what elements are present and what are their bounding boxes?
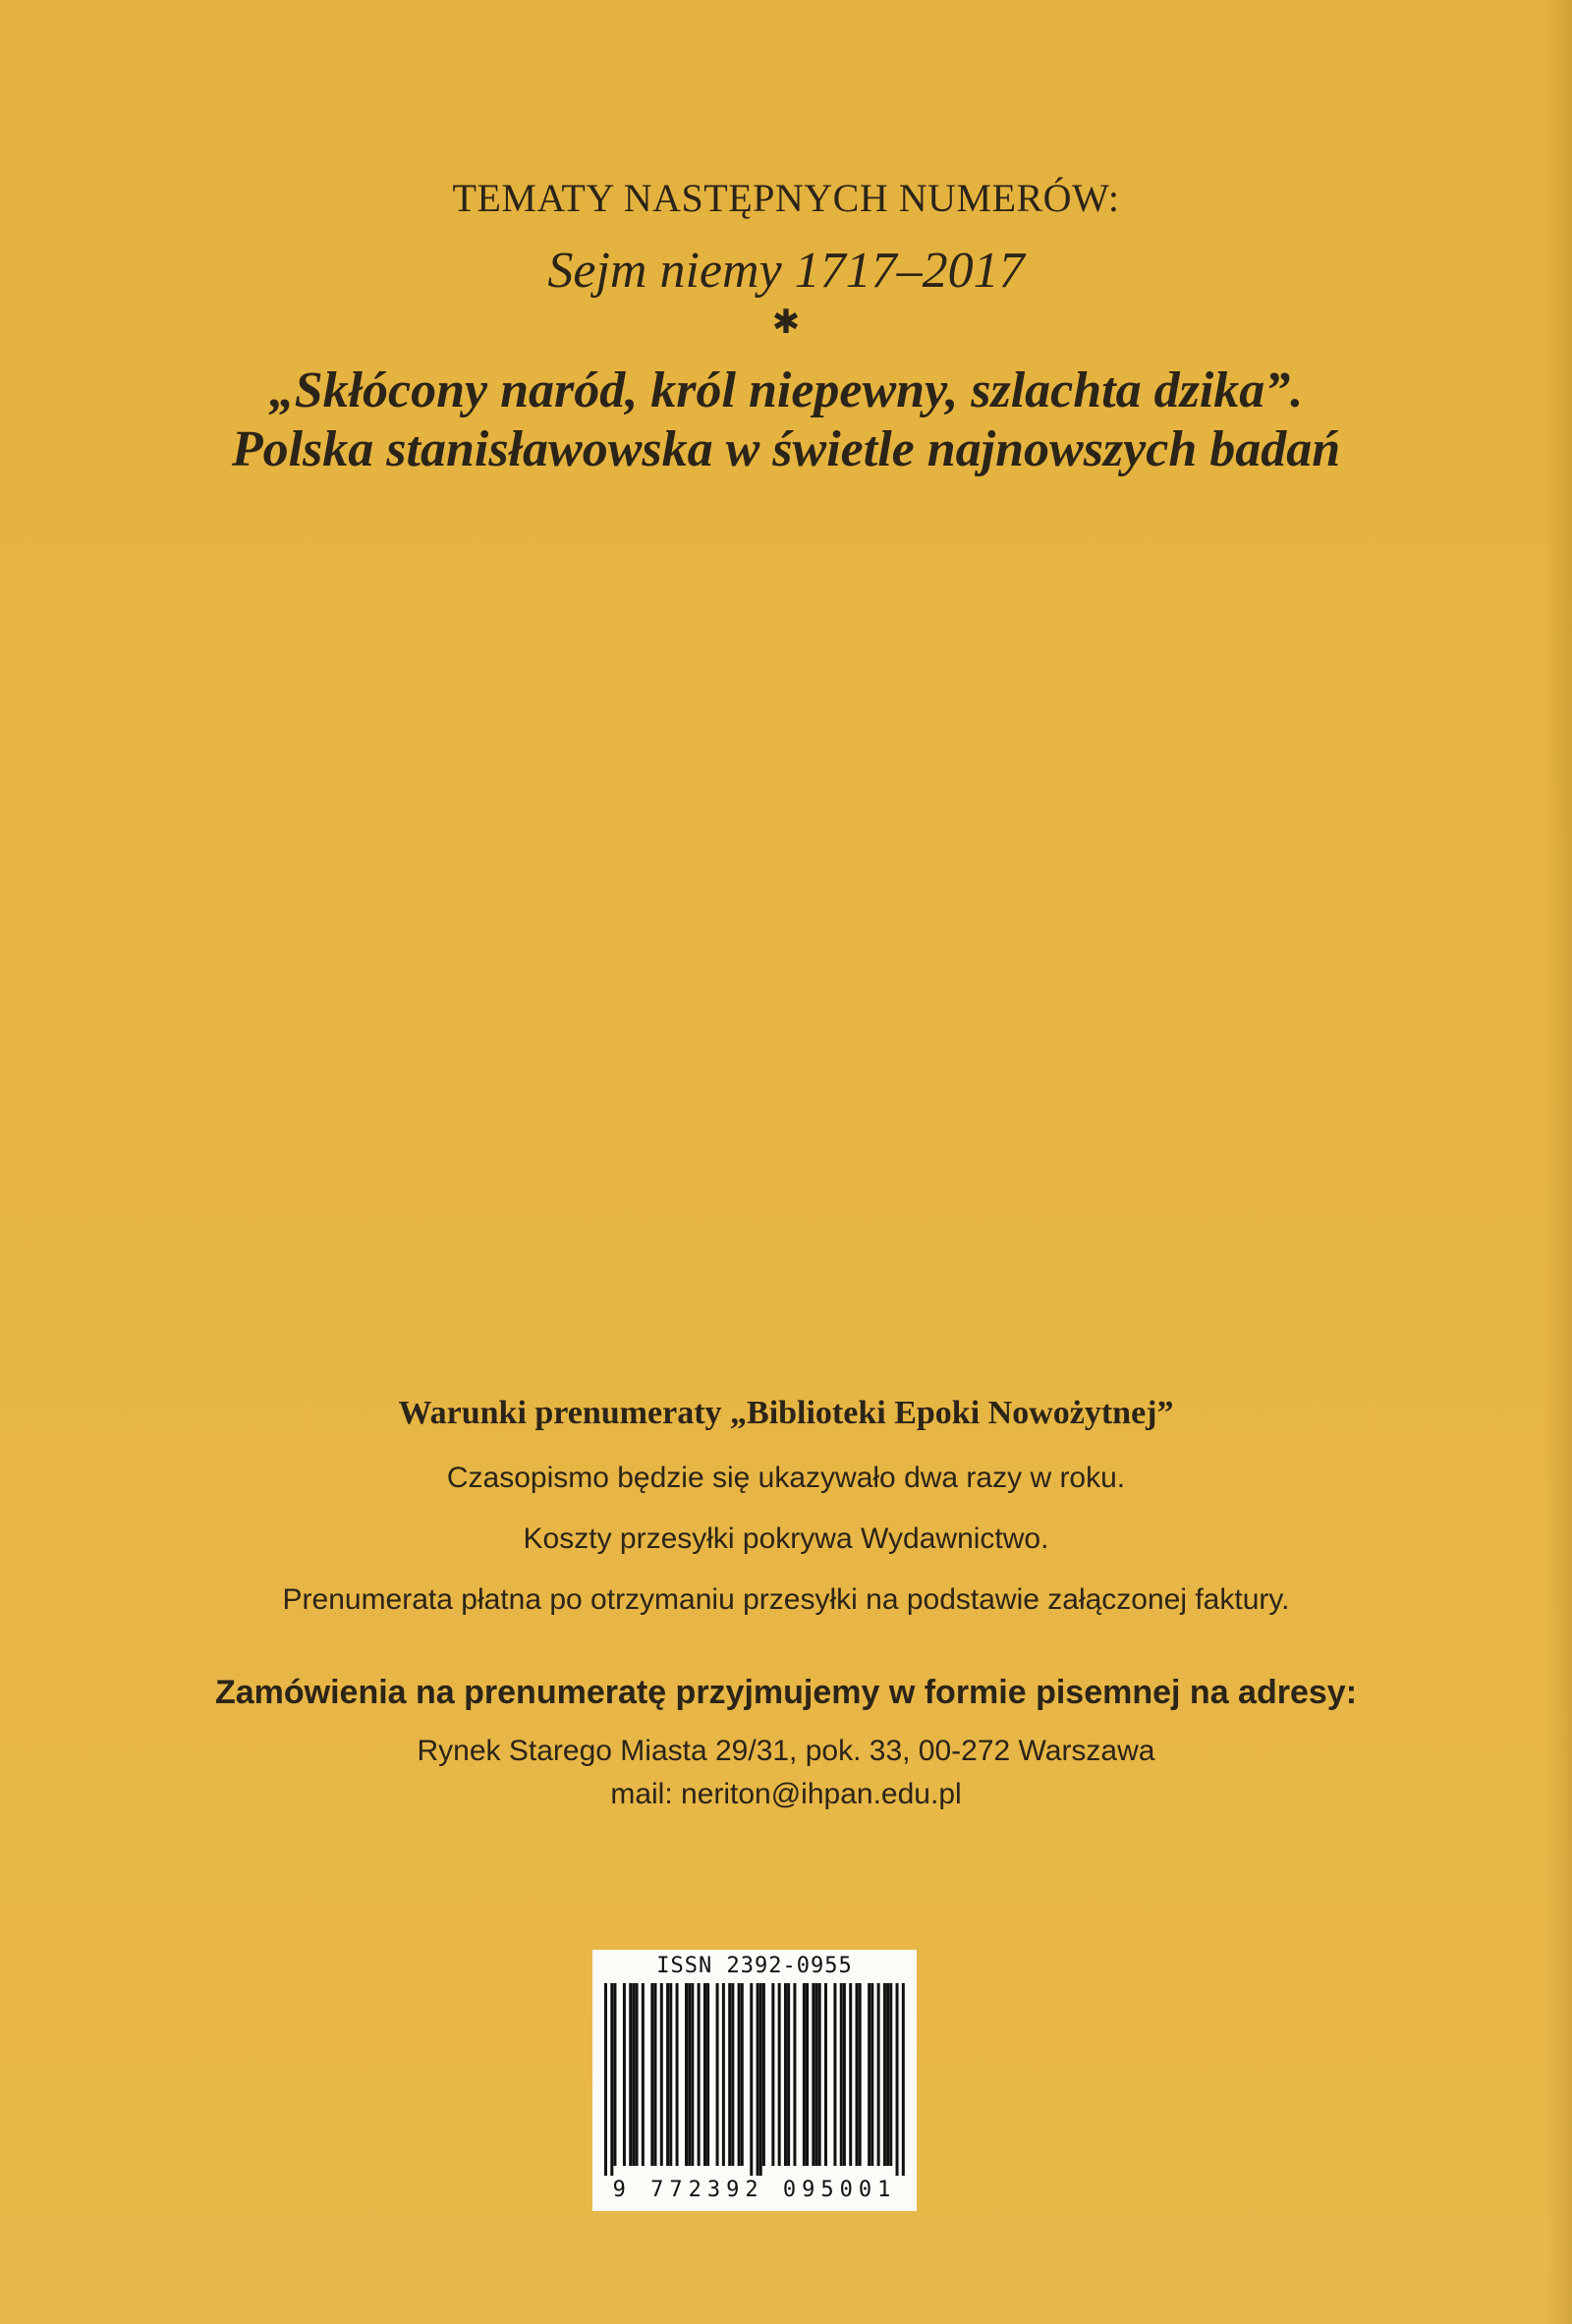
barcode-bar xyxy=(750,1983,753,2176)
barcode-bar xyxy=(840,1983,843,2166)
ean-number: 9 772392 095001 xyxy=(612,2178,897,2202)
barcode-bar xyxy=(771,1983,774,2166)
barcode-bar xyxy=(636,1983,639,2166)
subscription-shipping: Koszty przesyłki pokrywa Wydawnictwo. xyxy=(523,1522,1049,1555)
barcode-bar xyxy=(787,1983,790,2166)
barcode-bar xyxy=(685,1983,688,2166)
barcode-bar xyxy=(738,1983,741,2166)
barcode-bar xyxy=(784,1983,787,2166)
barcode-bar xyxy=(833,1983,836,2166)
subscription-payment: Prenumerata płatna po otrzymaniu przesyłki na podstawie załączonej faktury. xyxy=(282,1583,1290,1616)
barcode-bar xyxy=(660,1983,663,2166)
cover-edge-shadow xyxy=(1544,0,1572,2324)
barcode-bar xyxy=(849,1983,852,2166)
barcode-bar xyxy=(722,1983,725,2166)
barcode-bar xyxy=(870,1983,873,2166)
email-address: mail: neriton@ihpan.edu.pl xyxy=(610,1778,962,1810)
barcode-bar xyxy=(818,1983,821,2166)
barcode-bar xyxy=(613,1983,616,2166)
barcode-bar xyxy=(688,1983,691,2166)
barcode-bar xyxy=(859,1983,862,2166)
barcode-bar xyxy=(889,1983,892,2166)
barcode-bar xyxy=(698,1983,701,2166)
barcode-icon xyxy=(604,1983,905,2176)
barcode-bar xyxy=(629,1983,632,2166)
barcode-bar xyxy=(610,1983,613,2176)
orders-heading: Zamówienia na prenumeratę przyjmujemy w formie pisemnej na adresy: xyxy=(214,1674,1358,1711)
barcode-bar xyxy=(731,1983,734,2166)
barcode-bar xyxy=(653,1983,656,2166)
barcode-bar xyxy=(843,1983,846,2166)
barcode-bar xyxy=(703,1983,706,2166)
upcoming-topic-2-subtitle: Polska stanisławowska w świetle najnowszych badań xyxy=(231,421,1341,477)
barcode-bar xyxy=(793,1983,796,2166)
barcode-bar xyxy=(632,1983,635,2166)
barcode-bar xyxy=(666,1983,669,2166)
barcode-bar xyxy=(902,1983,905,2176)
barcode-bar xyxy=(806,1983,809,2166)
barcode-bar xyxy=(759,1983,762,2176)
barcode-label xyxy=(592,1950,917,2211)
barcode-bar xyxy=(803,1983,806,2166)
barcode-bar xyxy=(812,1983,814,2166)
subscription-frequency: Czasopismo będzie się ukazywało dwa razy w roku. xyxy=(446,1462,1126,1494)
upcoming-topic-2-title: „Skłócony naród, król niepewny, szlachta dzika”. xyxy=(268,362,1304,418)
barcode-bar xyxy=(815,1983,818,2166)
subscription-heading: Warunki prenumeraty „Biblioteki Epoki Nowożytnej” xyxy=(398,1395,1174,1431)
barcode-bar xyxy=(762,1983,765,2166)
barcode-bar xyxy=(778,1983,781,2166)
upcoming-issues-heading: TEMATY NASTĘPNYCH NUMERÓW: xyxy=(452,176,1120,220)
barcode-bar xyxy=(856,1983,859,2166)
barcode-bar xyxy=(741,1983,744,2166)
separator-star-icon: ✱ xyxy=(771,304,801,341)
upcoming-topic-1: Sejm niemy 1717–2017 xyxy=(547,243,1025,299)
barcode-bar xyxy=(868,1983,870,2166)
barcode-bar xyxy=(706,1983,709,2166)
barcode-bar xyxy=(676,1983,679,2166)
barcode-bar xyxy=(623,1983,626,2166)
postal-address: Rynek Starego Miasta 29/31, pok. 33, 00-272 Warszawa xyxy=(417,1735,1155,1767)
barcode-bar xyxy=(886,1983,889,2166)
barcode-bar xyxy=(642,1983,645,2166)
barcode-bar xyxy=(716,1983,719,2166)
barcode-bar xyxy=(728,1983,731,2166)
barcode-bar xyxy=(650,1983,653,2166)
barcode-bar xyxy=(824,1983,827,2166)
barcode-bar xyxy=(604,1983,607,2176)
barcode-bar xyxy=(757,1983,759,2176)
barcode-bar xyxy=(691,1983,694,2166)
barcode-bar xyxy=(877,1983,880,2166)
barcode-bar xyxy=(669,1983,672,2166)
barcode-bar xyxy=(883,1983,886,2166)
issn-number: ISSN 2392-0955 xyxy=(656,1954,853,1978)
barcode-bar xyxy=(896,1983,899,2176)
